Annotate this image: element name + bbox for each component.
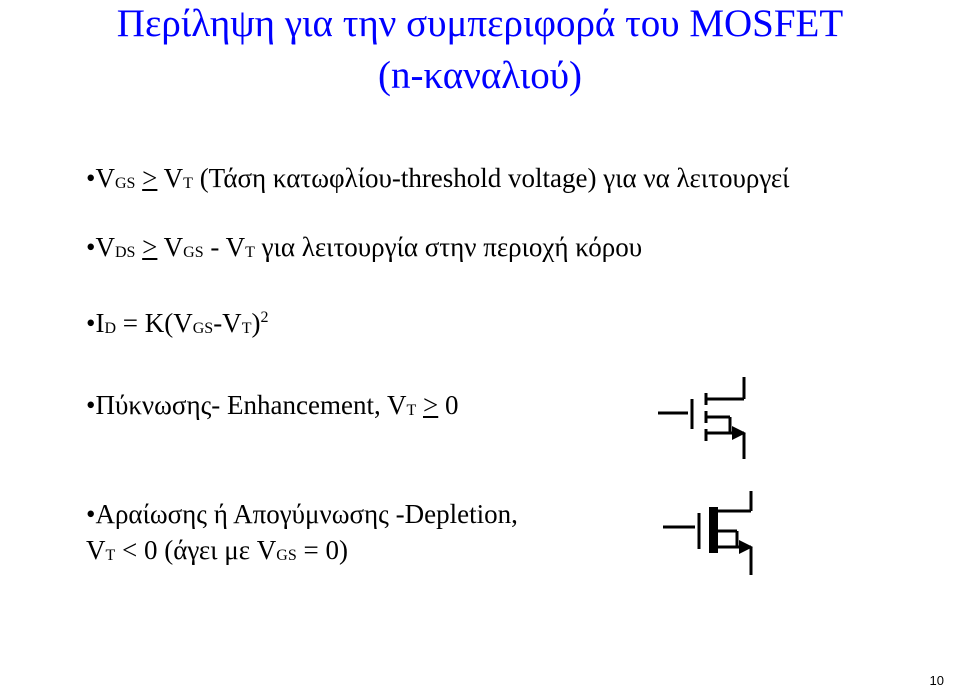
bullet-drain-current (86, 307, 268, 344)
id-subscript: D (104, 320, 117, 337)
minus-vt: -V (213, 308, 242, 338)
id-i: I (95, 308, 105, 338)
vds-subscript: DS (114, 244, 136, 261)
bullet-saturation (86, 231, 642, 268)
ge-symbol: > (142, 163, 158, 193)
bullet-dot: • (86, 499, 96, 529)
bullet-depletion-line-2 (86, 534, 348, 571)
bullet-dot: • (86, 308, 96, 338)
vt-subscript: T (183, 175, 193, 192)
vt-subscript: T (105, 547, 116, 564)
vgs-v: V (163, 232, 184, 262)
bullet-threshold-text: (Τάση κατωφλίου-threshold voltage) για να λειτουργεί (192, 163, 790, 193)
bullet-threshold (86, 162, 789, 199)
depletion-end: = 0) (296, 535, 348, 565)
depletion-mosfet-symbol-icon (657, 487, 767, 579)
ge-symbol: > (423, 390, 439, 420)
bullet-saturation-text: για λειτουργία στην περιοχή κόρου (254, 232, 643, 262)
vgs-subscript: GS (114, 175, 136, 192)
zero-value: 0 (438, 390, 459, 420)
page-number: 10 (929, 673, 944, 688)
equation-part: = K(V (116, 308, 193, 338)
bullet-dot: • (86, 163, 96, 193)
vt-subscript: T (406, 402, 417, 419)
ge-symbol: > (142, 232, 158, 262)
bullet-dot: • (86, 390, 96, 420)
close-paren: ) (251, 308, 261, 338)
bullet-depletion (86, 498, 518, 530)
enhancement-mosfet-symbol-icon (650, 373, 760, 465)
title-line-2: (n-καναλιού) (377, 54, 582, 97)
minus-sign: - (203, 232, 226, 262)
depletion-text: Αραίωσης ή Απογύμνωσης -Depletion, (95, 499, 518, 529)
vgs-subscript: GS (192, 320, 214, 337)
vgs-subscript: GS (276, 547, 297, 564)
vt-v: V (163, 163, 184, 193)
square-superscript: 2 (260, 309, 269, 326)
vds-v: V (95, 232, 115, 262)
vgs-subscript: GS (183, 244, 204, 261)
slide-title (0, 0, 960, 99)
vt-subscript: T (241, 320, 252, 337)
vt-v: V (225, 232, 246, 262)
vgs-v: V (95, 163, 115, 193)
vt-subscript: T (245, 244, 255, 261)
bullet-enhancement (86, 389, 458, 426)
bullet-dot: • (86, 232, 96, 262)
vt-v: V (86, 535, 106, 565)
depletion-condition: < 0 (άγει με V (115, 535, 277, 565)
enhancement-text: Πύκνωσης- Enhancement, V (95, 390, 407, 420)
title-line-1: Περίληψη για την συμπεριφορά του MOSFET (116, 2, 844, 45)
